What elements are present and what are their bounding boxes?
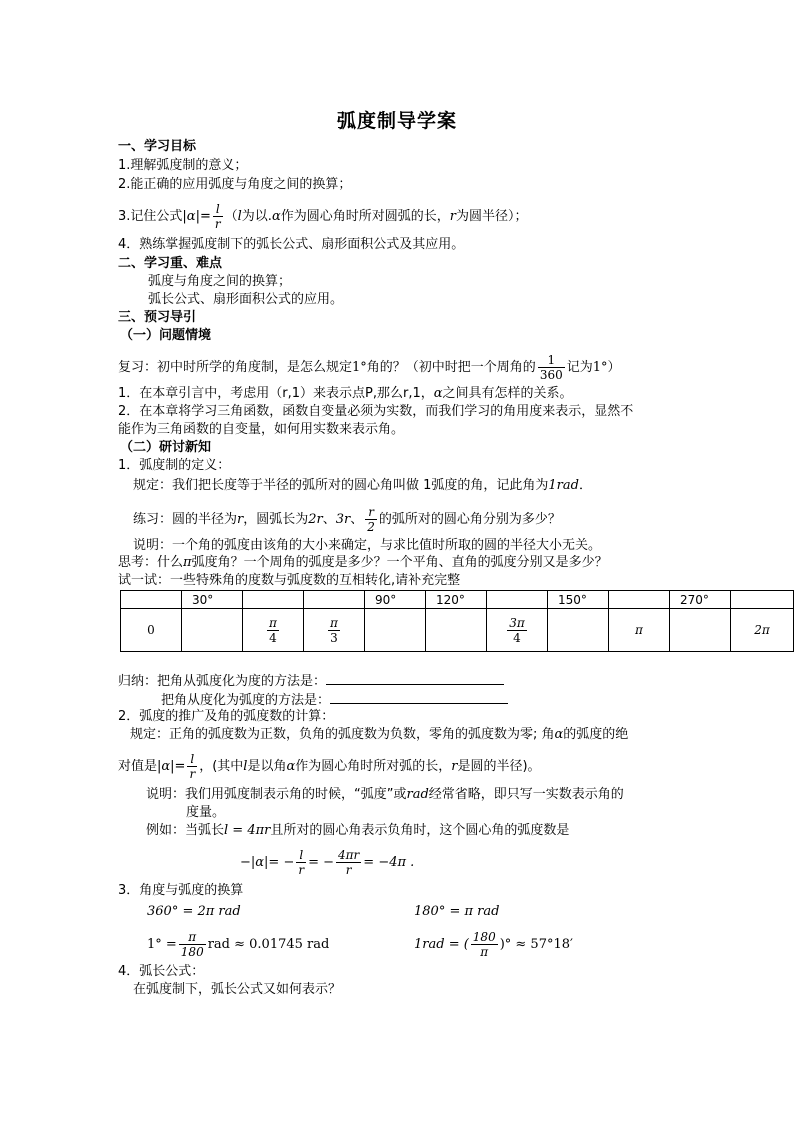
exercise-text: 练习：圆的半径为 <box>133 512 238 527</box>
goal-3-eq: |= <box>195 209 211 224</box>
section-heading-goals: 一、学习目标 <box>118 139 197 154</box>
fraction-180-over-pi <box>471 930 498 959</box>
fraction-l-over-r <box>187 752 197 781</box>
degree-row <box>121 591 794 609</box>
arc-length-question: 在弧度制下，弧长公式又如何表示？ <box>133 982 342 997</box>
alpha-symbol: α <box>554 727 564 742</box>
rule-text: 的弧度的绝 <box>563 727 629 742</box>
definition-text: ． <box>578 478 592 493</box>
degree-cell: 120° <box>426 591 487 609</box>
fraction-numerator: r <box>365 505 377 520</box>
goal-3-text: 为以. <box>241 209 272 224</box>
fraction-denominator: r <box>345 863 352 877</box>
rule-text: 是以角 <box>247 759 287 774</box>
alpha-symbol: α <box>271 209 281 224</box>
summary-deg-to-rad <box>161 690 508 709</box>
formula-1-rad <box>414 930 573 959</box>
unit-rad: 1rad <box>548 478 579 493</box>
key-point-1: 弧度与角度之间的换算； <box>148 274 292 289</box>
exercise-text: 的弧所对的圆心角分别为多少？ <box>378 512 561 527</box>
formula-part: = − <box>308 855 335 870</box>
review-text: 复习：初中时所学的角度制，是怎么规定 <box>118 360 353 375</box>
degree-cell <box>243 591 304 609</box>
fraction-numerator: π <box>179 930 206 945</box>
formula-part: 1rad = ( <box>414 937 469 952</box>
fraction-denominator: π <box>480 945 489 959</box>
degree-value: 1° <box>352 360 367 375</box>
fraction-denominator: 180 <box>180 945 204 959</box>
fraction-numerator: l <box>213 202 223 217</box>
radian-cell <box>487 609 548 652</box>
formula-part: = −4π . <box>363 855 415 870</box>
fraction-numerator: 3π <box>509 615 525 630</box>
fraction-numerator: l <box>187 752 197 767</box>
fraction-numerator: 1 <box>538 353 565 368</box>
degree-cell <box>121 591 182 609</box>
alpha-symbol: α <box>433 386 443 401</box>
radian-cell <box>609 609 670 652</box>
key-point-2: 弧长公式、扇形面积公式的应用。 <box>148 292 344 307</box>
goal-1: 1.理解弧度制的意义； <box>118 158 248 173</box>
radian-cell <box>548 609 609 652</box>
alpha-symbol: α <box>186 209 196 224</box>
section-heading-key-points: 二、学习重、难点 <box>118 256 223 271</box>
degree-cell <box>609 591 670 609</box>
rule-text: 是圆的半径)。 <box>457 759 541 774</box>
symbol-r: r <box>237 512 244 527</box>
radian-row <box>121 609 794 652</box>
rule-text: 对值是| <box>118 759 162 774</box>
degree-cell <box>304 591 365 609</box>
conversion-heading: 3．角度与弧度的换算 <box>118 883 244 898</box>
degree-cell: 90° <box>365 591 426 609</box>
alpha-symbol: α <box>286 759 296 774</box>
degree-cell: 30° <box>182 591 243 609</box>
explanation-line-2: 度量。 <box>186 805 226 820</box>
expr-2r: 2r <box>308 512 323 527</box>
radian-value: 0 <box>147 623 155 637</box>
fraction-denominator: 4 <box>513 630 521 645</box>
fraction-numerator: π <box>269 615 277 630</box>
radian-cell <box>426 609 487 652</box>
summary-text: 归纳：把角从弧度化为度的方法是： <box>118 674 327 689</box>
think-question <box>118 554 608 571</box>
goal-3-text: 作为圆心角时所对圆弧的长， <box>280 209 450 224</box>
radian-cell <box>121 609 182 652</box>
radian-value: 2π <box>754 623 770 637</box>
review-text: 角的？（初中时把一个周角的 <box>366 360 536 375</box>
fraction-r-over-2 <box>365 505 377 534</box>
subheading-problem-situation: （一）问题情境 <box>120 328 212 343</box>
degree-cell: 150° <box>548 591 609 609</box>
fraction-denominator: 2 <box>367 520 375 534</box>
radian-value: π <box>635 623 643 637</box>
degree-value: 1° <box>592 360 608 375</box>
exercise-text: 、 <box>322 512 336 527</box>
try-prompt: 试一试：一些特殊角的度数与弧度数的互相转化,请补充完整 <box>118 573 461 588</box>
fraction-denominator: 360 <box>539 368 563 382</box>
formula-part: −|α|= − <box>240 855 295 870</box>
formula-part: rad ≈ 0.01745 rad <box>207 937 330 952</box>
rule-line-2 <box>118 752 541 781</box>
goal-4: 4．熟练掌握弧度制下的弧长公式、扇形面积公式及其应用。 <box>118 237 465 252</box>
review-question <box>118 353 621 382</box>
fraction-pi-over-180 <box>179 930 206 959</box>
note-radian: 说明：一个角的弧度由该角的大小来确定，与求比值时所取的圆的半径大小无关。 <box>133 538 602 553</box>
conversion-table <box>120 590 794 652</box>
definition-rule <box>133 477 592 494</box>
rule-text: |= <box>170 759 186 774</box>
radian-cell <box>243 609 304 652</box>
radian-fraction <box>267 616 279 645</box>
exercise-text: ，圆弧长为 <box>243 512 309 527</box>
expr-3r: 3r <box>335 512 351 527</box>
example-text: 且所对的圆心角表示负角时，这个圆心角的弧度数是 <box>270 823 570 838</box>
fraction-l-over-r <box>213 202 223 231</box>
section-heading-preview: 三、预习导引 <box>118 310 197 325</box>
symbol-l: l <box>237 209 242 224</box>
subheading-new-knowledge: （二）研讨新知 <box>120 440 212 455</box>
symbol-r: r <box>449 209 456 224</box>
radian-cell <box>304 609 365 652</box>
summary-rad-to-deg <box>118 671 504 690</box>
formula-180-deg: 180° = π rad <box>414 904 500 919</box>
explanation-text: 经常省略，即只写一实数表示角的 <box>428 787 624 802</box>
definition-text: 规定：我们把长度等于半径的弧所对的圆心角叫做 1弧度的角，记此角为 <box>133 478 549 493</box>
radian-cell <box>182 609 243 652</box>
generalization-heading: 2．弧度的推广及角的弧度数的计算： <box>118 709 335 724</box>
formula-part: )° ≈ 57°18′ <box>499 937 573 952</box>
formula-1-degree <box>147 930 329 959</box>
fraction-numerator: 180 <box>472 930 496 944</box>
definition-heading: 1．弧度制的定义： <box>118 458 231 473</box>
fraction-denominator: r <box>214 217 221 231</box>
example-formula <box>240 848 414 877</box>
review-text: 记为 <box>566 360 593 375</box>
fraction-1-over-360 <box>538 353 565 382</box>
alpha-symbol: α <box>161 759 171 774</box>
answer-blank[interactable] <box>330 690 508 704</box>
answer-blank[interactable] <box>326 671 504 685</box>
fraction-numerator: l <box>296 848 306 863</box>
fraction-denominator: r <box>298 863 305 877</box>
goal-3 <box>118 202 527 231</box>
goal-3-text: 为圆半径）； <box>455 209 528 224</box>
fraction-numerator: π <box>330 615 338 630</box>
radian-cell <box>365 609 426 652</box>
degree-cell: 270° <box>670 591 731 609</box>
radian-cell <box>670 609 731 652</box>
rule-text: ，(其中 <box>199 759 244 774</box>
goal-3-text: （ <box>224 209 238 224</box>
fraction-l-over-r <box>296 848 306 877</box>
formula-360-deg: 360° = 2π rad <box>147 904 241 919</box>
question-text: 1．在本章引言中，考虑用（r,1）来表示点P,那么r,1， <box>118 386 434 401</box>
fraction-denominator: r <box>189 767 196 781</box>
exercise-text: 、 <box>350 512 364 527</box>
think-text: 弧度角？一个周角的弧度是多少？一个平角、直角的弧度分别又是多少？ <box>191 555 608 570</box>
example-line <box>146 822 569 839</box>
rule-text: 规定：正角的弧度数为正数，负角的弧度数为负数，零角的弧度数为零; 角 <box>130 727 555 742</box>
fraction-numerator: 4πr <box>338 848 360 862</box>
fraction-denominator: 4 <box>269 630 277 645</box>
radian-fraction <box>507 616 527 645</box>
radian-fraction <box>328 616 340 645</box>
degree-cell <box>731 591 794 609</box>
symbol-r: r <box>451 759 458 774</box>
rule-text: 作为圆心角时所对弧的长， <box>295 759 452 774</box>
degree-cell <box>487 591 548 609</box>
fraction-4pir-over-r <box>336 848 361 877</box>
question-text: 之间具有怎样的关系。 <box>442 386 573 401</box>
arc-length-heading: 4．弧长公式： <box>118 964 205 979</box>
rule-line-1 <box>130 726 628 743</box>
question-1 <box>118 385 573 402</box>
question-2-line-1: 2．在本章将学习三角函数，函数自变量必须为实数，而我们学习的角用度来表示，显然不 <box>118 404 634 419</box>
question-2-line-2: 能作为三角函数的自变量，如何用实数来表示角。 <box>118 422 405 437</box>
fraction-denominator: 3 <box>330 630 338 645</box>
exercise <box>133 505 561 534</box>
review-text: ） <box>607 360 621 375</box>
unit-rad: rad <box>406 787 429 802</box>
pi-symbol: π <box>183 555 192 570</box>
formula-part: 1° = <box>147 937 177 952</box>
explanation-text: 说明：我们用弧度制表示角的时候，“弧度”或 <box>146 787 407 802</box>
goal-3-text: 3.记住公式| <box>118 209 187 224</box>
think-text: 思考：什么 <box>118 555 184 570</box>
radian-cell <box>731 609 794 652</box>
symbol-l: l <box>243 759 248 774</box>
summary-text: 把角从度化为弧度的方法是： <box>161 693 331 708</box>
explanation-line-1 <box>146 786 624 803</box>
expr-arc-length: l = 4πr <box>224 823 271 838</box>
goal-2: 2.能正确的应用弧度与角度之间的换算； <box>118 177 352 192</box>
example-text: 例如：当弧长 <box>146 823 225 838</box>
page-title: 弧度制导学案 <box>336 110 457 132</box>
